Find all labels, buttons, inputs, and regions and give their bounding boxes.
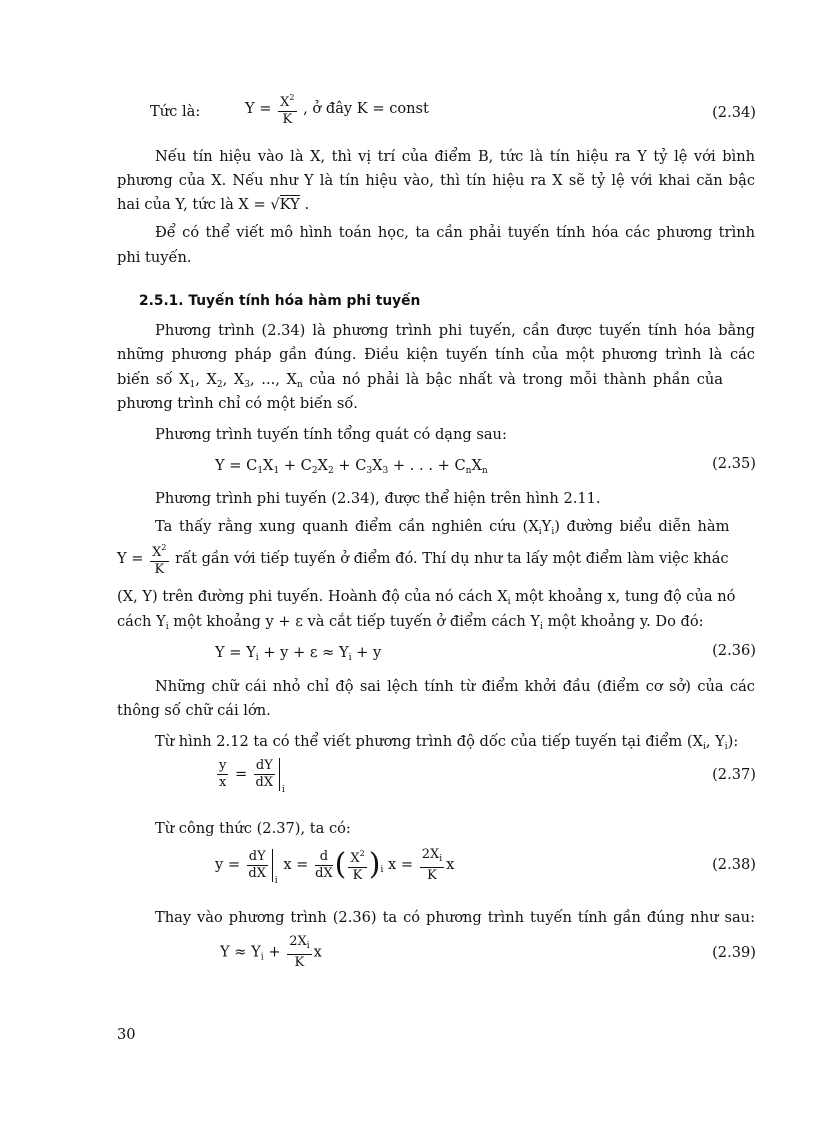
p3-line3: biến số $X_1$, $X_2$, $X_3$, ..., $X_n$ của nó phải là bậc nhất và trong mỗi thành phần của — [117, 371, 723, 390]
equation-2-39: $Y \approx Y_i$ + $\frac{2X_i}{K}$ x — [220, 934, 322, 970]
p8-line: Từ hình 2.12 ta có thể viết phương trình độ dốc của tiếp tuyến tại điểm ($X_i$, $Y_i$): — [155, 733, 739, 752]
eq-number-2-39: (2.39) — [712, 944, 756, 961]
p3-line2: những phương pháp gần đúng. Điều kiện tuyến tính của một phương trình là các — [117, 346, 755, 363]
eq-number-2-38: (2.38) — [712, 856, 756, 873]
equation-2-37: $\frac{y}{x}$ = $\frac{dY}{dX}$ i — [219, 758, 285, 795]
p1-line2: phương của X. Nếu như Y là tín hiệu vào, thì tín hiệu ra X sẽ tỷ lệ với khai căn bậc — [117, 172, 755, 189]
page-number: 30 — [117, 1026, 136, 1043]
p6-line4: cách $Y_i$ một khoảng y + ε và cắt tiếp tuyến ở điểm cách $Y_i$ một khoảng y. Do đó: — [117, 613, 704, 632]
p2-line1: Để có thể viết mô hình toán học, ta cần phải tuyến tính hóa các phương trình — [155, 224, 755, 241]
eq-number-2-34: (2.34) — [712, 104, 756, 121]
tuc-la-label: Tức là: — [150, 103, 201, 120]
p6-line1: Ta thấy rằng xung quanh điểm cần nghiên cứu $(X_iY_i)$ đường biểu diễn hàm — [155, 518, 730, 537]
p2-line2: phi tuyến. — [117, 249, 192, 266]
p1-line3: hai của Y, tức là X = √KY . — [117, 196, 310, 213]
p4-line: Phương trình tuyến tính tổng quát có dạng sau: — [155, 426, 507, 443]
section-heading: 2.5.1. Tuyến tính hóa hàm phi tuyến — [139, 293, 421, 309]
p3-line1: Phương trình (2.34) là phương trình phi tuyến, cần được tuyến tính hóa bằng — [155, 322, 755, 339]
p7-line2: thông số chữ cái lớn. — [117, 702, 271, 719]
p7-line1: Những chữ cái nhỏ chỉ độ sai lệch tính từ điểm khởi đầu (điểm cơ sở) của các — [155, 678, 755, 695]
p5-line: Phương trình phi tuyến (2.34), được thể hiện trên hình 2.11. — [155, 490, 601, 507]
equation-2-34: Y = $\frac{X^2}{K}$ , ở đây K = const — [245, 90, 429, 128]
p6-line2: Y = $\frac{X^2}{K}$ rất gần với tiếp tuyến ở điểm đó. Thí dụ như ta lấy một điểm làm việc khác — [117, 540, 729, 578]
p9-line: Từ công thức (2.37), ta có: — [155, 820, 351, 837]
eq-number-2-35: (2.35) — [712, 455, 756, 472]
equation-2-36: $Y = Y_i + y + \varepsilon \approx Y_i + y$ — [215, 644, 382, 663]
eq-number-2-36: (2.36) — [712, 642, 756, 659]
equation-2-38: y = $\frac{dY}{dX}$ i x = $\frac{d}{dX}$ ( $\frac{X^2}{K}$ )$_i$ x = $\frac{2X_i}{K}$ x — [215, 846, 455, 886]
p10-line: Thay vào phương trình (2.36) ta có phương trình tuyến tính gần đúng như sau: — [155, 909, 755, 926]
p6-line3: (X, Y) trên đường phi tuyến. Hoành độ của nó cách $X_i$ một khoảng x, tung độ của nó — [117, 588, 736, 607]
p1-line1: Nếu tín hiệu vào là X, thì vị trí của điểm B, tức là tín hiệu ra Y tỷ lệ với bình — [155, 148, 755, 165]
eq-number-2-37: (2.37) — [712, 766, 756, 783]
p3-line4: phương trình chỉ có một biến số. — [117, 395, 358, 412]
equation-2-35: $Y = C_1X_1 + C_2X_2 + C_3X_3$ + . . . + $C_nX_n$ — [215, 457, 488, 476]
